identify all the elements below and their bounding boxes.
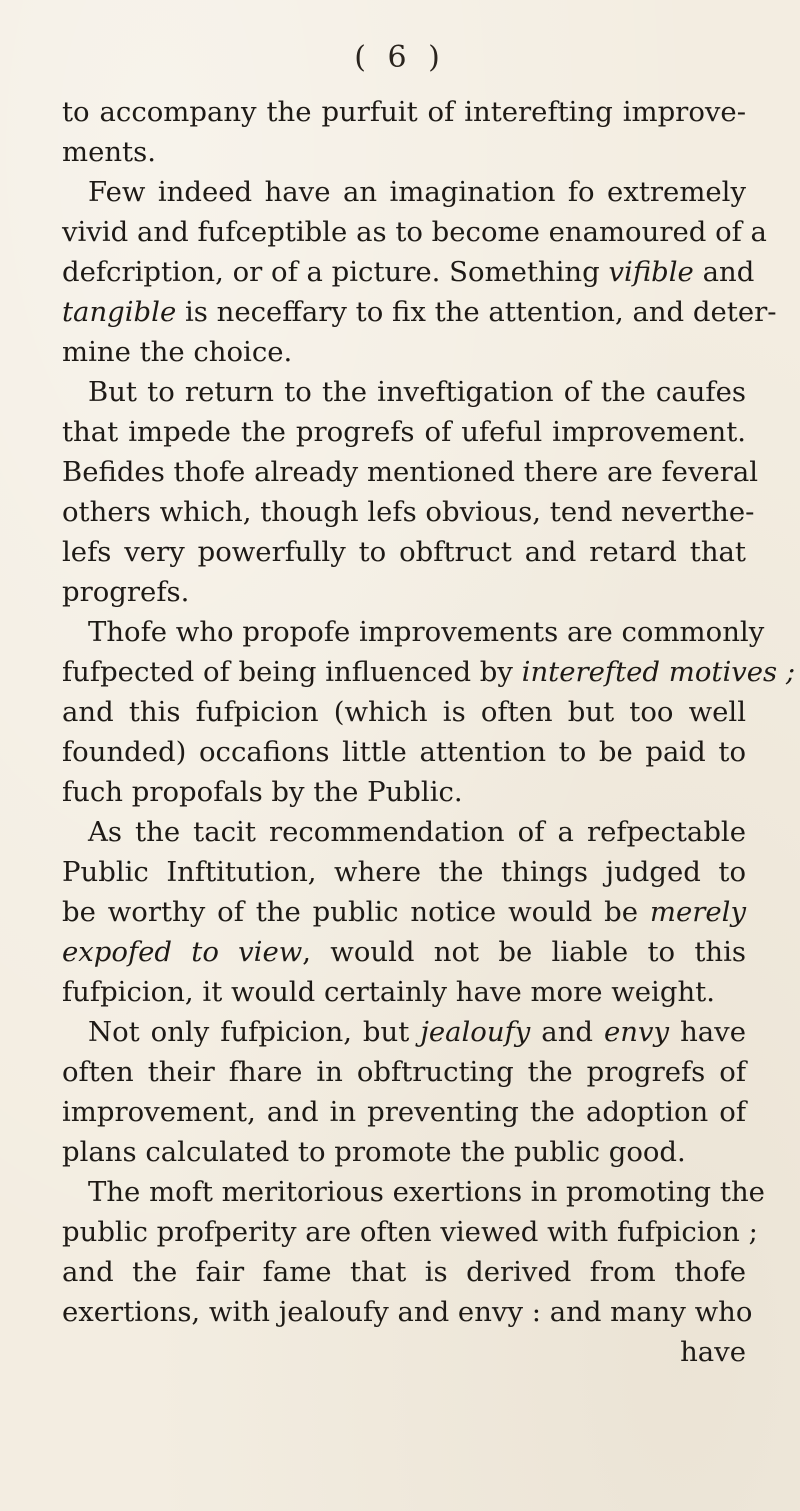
text-line [62, 292, 777, 332]
text-line: ments. [62, 136, 156, 168]
text-line: others which, though lefs obvious, tend neverthe- [62, 496, 755, 528]
text-run: Not only fufpicion, but [88, 1016, 421, 1048]
italic-text: envy [604, 1016, 670, 1048]
italic-text: expofed to view [62, 936, 303, 968]
text-run: is neceffary to fix the attention, and deter- [176, 296, 777, 328]
text-line: and this fufpicion (which is often but too well [62, 696, 746, 728]
text-line [62, 932, 746, 972]
text-line: that impede the progrefs of ufeful improvement. [62, 416, 746, 448]
text-line: But to return to the inveftigation of the caufes [88, 376, 746, 408]
italic-text: interefted motives ; [521, 656, 796, 688]
text-line: and the fair fame that is derived from thofe [62, 1256, 746, 1288]
text-line: public profperity are often viewed with fufpicion ; [62, 1216, 758, 1248]
text-run: , would not be liable to this [302, 936, 746, 968]
text-line: mine the choice. [62, 336, 293, 368]
text-run: and [693, 256, 755, 288]
text-line: Befides thofe already mentioned there are feveral [62, 456, 759, 488]
text-line [62, 252, 755, 292]
text-line: improvement, and in preventing the adoption of [62, 1096, 746, 1128]
page-number: ( 6 ) [354, 40, 446, 75]
text-line [62, 892, 746, 932]
text-line: vivid and fufceptible as to become enamoured of a [62, 216, 767, 248]
text-line: exertions, with jealoufy and envy : and many who [62, 1296, 753, 1328]
text-run: defcription, or of a picture. Something [62, 256, 609, 288]
text-run: and [530, 1016, 605, 1048]
italic-text: jealoufy [420, 1016, 531, 1048]
text-line: often their fhare in obftructing the progrefs of [62, 1056, 746, 1088]
text-line: Public Inftitution, where the things judged to [62, 856, 746, 888]
text-line: fuch propofals by the Public. [62, 776, 463, 808]
text-run: be worthy of the public notice would be [62, 896, 650, 928]
italic-text: tangible [62, 296, 177, 328]
text-line: The moft meritorious exertions in promoting the [88, 1176, 765, 1208]
text-line: fufpicion, it would certainly have more weight. [62, 976, 715, 1008]
text-line [62, 652, 796, 692]
text-line: to accompany the purfuit of interefting improve- [62, 96, 746, 128]
text-line: Thofe who propofe improvements are commonly [88, 616, 765, 648]
text-line: have [680, 1336, 746, 1368]
italic-text: vifible [608, 256, 694, 288]
text-line: Few indeed have an imagination fo extremely [88, 176, 746, 208]
text-line [62, 1012, 746, 1052]
text-line: progrefs. [62, 576, 190, 608]
text-line: founded) occafions little attention to be paid to [62, 736, 746, 768]
text-run: fufpected of being influenced by [62, 656, 522, 688]
italic-text: merely [649, 896, 746, 928]
text-run: have [669, 1016, 746, 1048]
body-text [62, 92, 796, 1372]
text-line: plans calculated to promote the public good. [62, 1136, 686, 1168]
text-line: lefs very powerfully to obftruct and retard that [62, 536, 746, 568]
text-line: As the tacit recommendation of a refpectable [88, 816, 746, 848]
